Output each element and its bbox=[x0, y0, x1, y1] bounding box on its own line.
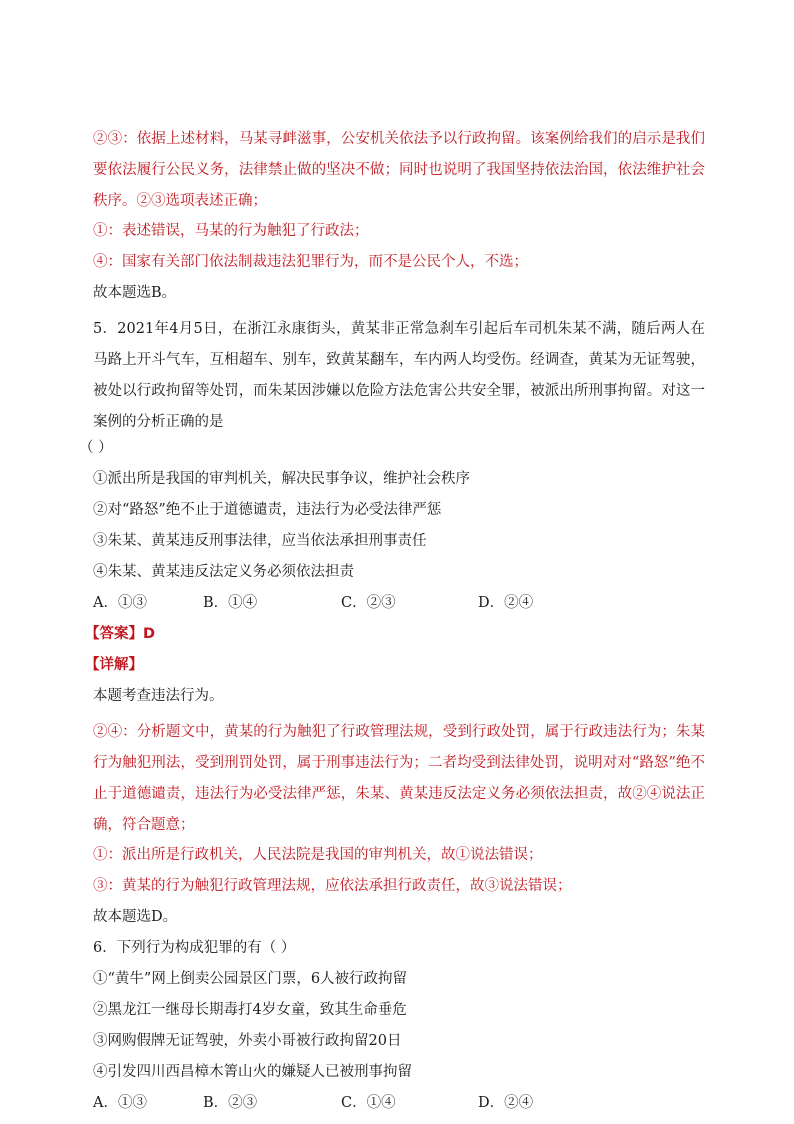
q5-option-b[interactable]: B．①④ bbox=[203, 595, 258, 611]
q5-analysis-1: ①：派出所是行政机关，人民法院是我国的审判机关，故①说法错误； bbox=[93, 847, 543, 863]
q5-answer-tag: 【答案】D bbox=[85, 626, 156, 642]
q6-option-c[interactable]: C．①④ bbox=[341, 1095, 396, 1111]
q5-option-a[interactable]: A．①③ bbox=[93, 595, 147, 611]
q5-item-4: ④朱某、黄某违反法定义务必须依法担责 bbox=[93, 564, 354, 580]
q6-option-d[interactable]: D．②④ bbox=[478, 1095, 534, 1111]
q5-analysis-3: ③：黄某的行为触犯行政管理法规，应依法承担行政责任，故③说法错误； bbox=[93, 878, 572, 894]
q5-item-2: ②对“路怒”绝不止于道德谴责，违法行为必受法律严惩 bbox=[93, 502, 442, 518]
q6-option-a[interactable]: A．①③ bbox=[93, 1095, 147, 1111]
q4-analysis-23: ②③：依据上述材料，马某寻衅滋事，公安机关依法予以行政拘留。该案例给我们的启示是我们要依法履行公民义务，法律禁止做的坚决不做；同时也说明了我国坚持依法治国，依法维护社会秩序。②③选项表述正确； bbox=[93, 131, 705, 209]
document-page bbox=[79, 124, 705, 1124]
q6-item-2: ②黑龙江一继母长期毒打4岁女童，致其生命垂危 bbox=[93, 1002, 407, 1018]
q4-analysis-1: ①：表述错误，马某的行为触犯了行政法； bbox=[93, 223, 369, 239]
q5-option-d[interactable]: D．②④ bbox=[478, 595, 534, 611]
q5-topic: 本题考查违法行为。 bbox=[93, 688, 224, 704]
q5-detail-tag: 【详解】 bbox=[85, 657, 143, 673]
q4-conclusion: 故本题选B。 bbox=[93, 285, 177, 301]
q6-option-b[interactable]: B．②③ bbox=[203, 1095, 258, 1111]
q5-conclusion: 故本题选D。 bbox=[93, 909, 178, 925]
q6-stem: 6．下列行为构成犯罪的有（ ） bbox=[93, 940, 296, 956]
q4-analysis-4: ④：国家有关部门依法制裁违法犯罪行为，而不是公民个人，不选； bbox=[93, 254, 528, 270]
q6-item-4: ④引发四川西昌樟木箐山火的嫌疑人已被刑事拘留 bbox=[93, 1064, 412, 1080]
q5-item-1: ①派出所是我国的审判机关，解决民事争议，维护社会秩序 bbox=[93, 471, 470, 487]
q5-paren: （ ） bbox=[79, 440, 113, 456]
q5-analysis-24: ②④：分析题文中，黄某的行为触犯了行政管理法规，受到行政处罚，属于行政违法行为；朱某行为触犯刑法，受到刑罚处罚，属于刑事违法行为；二者均受到法律处罚，说明对对“路怒”绝不止于道德谴责，违法行为必受法律严惩，朱某、黄某违反法定义务必须依法担责，故②④说法正确，符合题意； bbox=[93, 724, 705, 833]
q6-item-3: ③网购假牌无证驾驶，外卖小哥被行政拘留20日 bbox=[93, 1033, 402, 1049]
q6-item-1: ①“黄牛”网上倒卖公园景区门票，6人被行政拘留 bbox=[93, 971, 408, 987]
q5-item-3: ③朱某、黄某违反刑事法律，应当依法承担刑事责任 bbox=[93, 533, 427, 549]
q5-option-c[interactable]: C．②③ bbox=[341, 595, 396, 611]
q6-options bbox=[93, 1093, 705, 1113]
q5-stem: 5．2021年4月5日，在浙江永康街头，黄某非正常急刹车引起后车司机朱某不满，随后两人在马路上开斗气车，互相超车、别车，致黄某翻车，车内两人均受伤。经调查，黄某为无证驾驶，被处以行政拘留等处罚，而朱某因涉嫌以危险方法危害公共安全罪，被派出所刑事拘留。对这一案例的分析正确的是 bbox=[93, 321, 705, 430]
q5-options bbox=[93, 593, 705, 613]
